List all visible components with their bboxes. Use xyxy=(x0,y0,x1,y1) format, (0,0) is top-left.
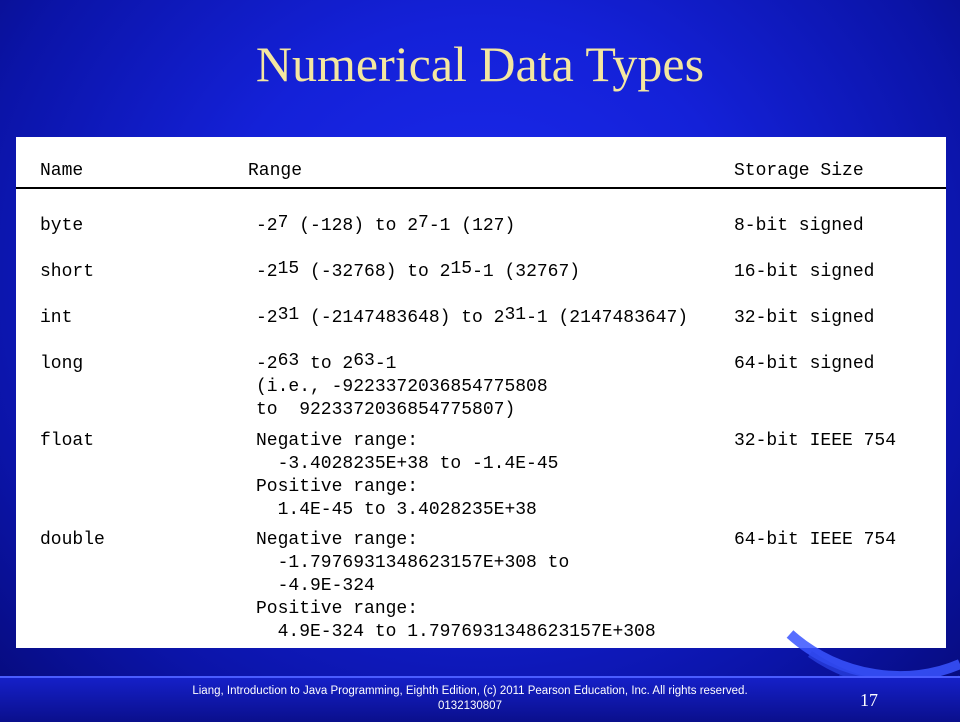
row-short-storage: 16-bit signed xyxy=(734,262,875,282)
row-long-range: $-2^{63}$ to $2^{63}-1$ xyxy=(256,351,397,374)
row-short-range: $-2^{15}$ (-32768) to $2^{15}-1$ (32767) xyxy=(256,259,581,282)
slide-title: Numerical Data Types xyxy=(255,36,705,92)
row-double-range-line-2: -1.7976931348623157E+308 to xyxy=(256,553,570,573)
row-int-name: int xyxy=(40,308,73,328)
page-number: 17 xyxy=(860,690,878,710)
row-double-range-line-4: Positive range: xyxy=(256,599,419,619)
row-double-range-line-1: Negative range: xyxy=(256,530,419,550)
row-byte-range: $-2^7$ (-128) to $2^7-1$ (127) xyxy=(256,213,516,236)
row-float-range-line-4: 1.4E-45 to 3.4028235E+38 xyxy=(256,500,537,520)
header-storage-size: Storage Size xyxy=(734,161,864,181)
row-float-name: float xyxy=(40,431,95,451)
row-int-range: $-2^{31}$ (-2147483648) to $2^{31}-1$ (2147483647) xyxy=(256,305,689,328)
row-byte-name: byte xyxy=(40,216,84,236)
row-double-range-line-5: 4.9E-324 to 1.7976931348623157E+308 xyxy=(256,622,656,642)
row-float-range-line-2: -3.4028235E+38 to -1.4E-45 xyxy=(256,454,559,474)
header-divider xyxy=(16,187,946,189)
row-byte-storage: 8-bit signed xyxy=(734,216,864,236)
row-short-name: short xyxy=(40,262,95,282)
row-float-range-line-1: Negative range: xyxy=(256,431,419,451)
row-long-name: long xyxy=(40,354,84,374)
row-float-range-line-3: Positive range: xyxy=(256,477,419,497)
footer-copyright: Liang, Introduction to Java Programming, Eighth Edition, (c) 2011 Pearson Education, Inc. All rights reserved. 0132130807 xyxy=(192,685,748,712)
row-long-range-line-1: (i.e., -9223372036854775808 xyxy=(256,377,548,397)
header-range: Range xyxy=(248,161,303,181)
row-long-range-line-2: to 9223372036854775807) xyxy=(256,400,516,420)
row-double-name: double xyxy=(40,530,105,550)
row-long-storage: 64-bit signed xyxy=(734,354,875,374)
row-double-range-line-3: -4.9E-324 xyxy=(256,576,375,596)
row-float-storage: 32-bit IEEE 754 xyxy=(734,431,897,451)
row-int-storage: 32-bit signed xyxy=(734,308,875,328)
data-types-table xyxy=(16,137,946,648)
header-name: Name xyxy=(40,161,84,181)
row-double-storage: 64-bit IEEE 754 xyxy=(734,530,897,550)
